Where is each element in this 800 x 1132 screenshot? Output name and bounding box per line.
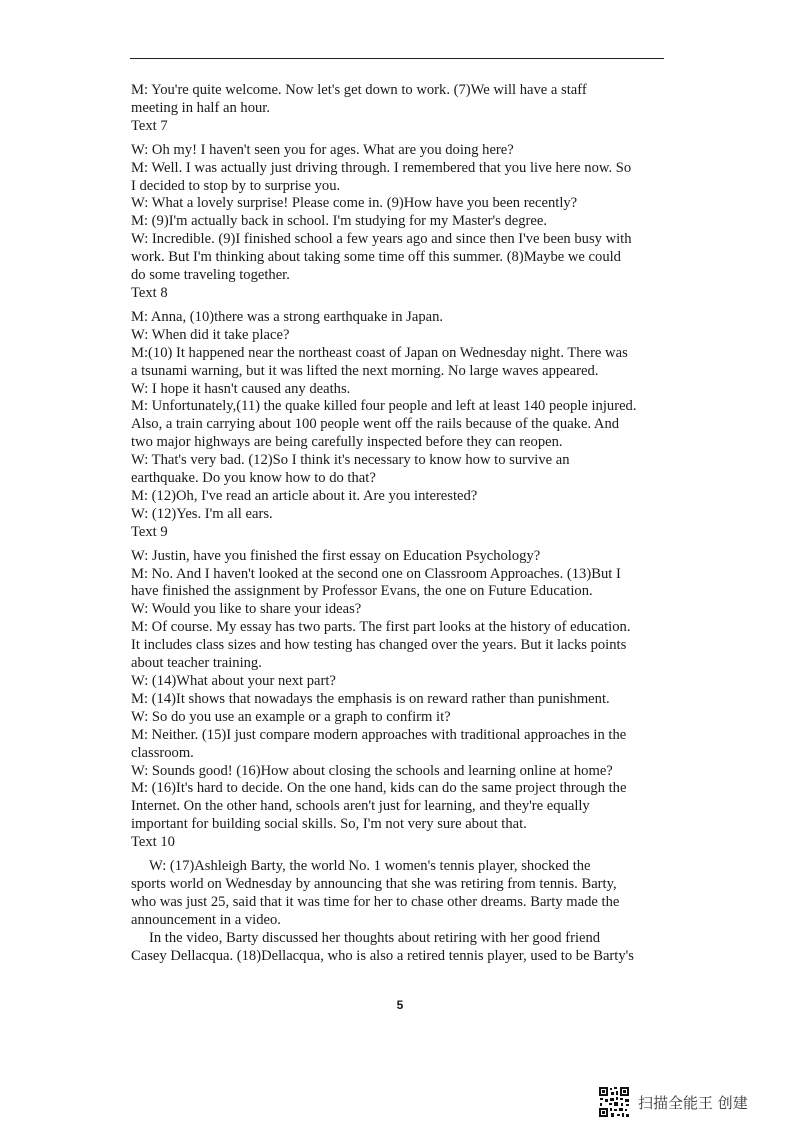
section-heading-text-9: Text 9	[131, 523, 168, 540]
text-line: classroom.	[131, 744, 194, 761]
text-line: work. But I'm thinking about taking some time off this summer. (8)Maybe we could	[131, 249, 621, 266]
text-line: M: (16)It's hard to decide. On the one hand, kids can do the same project through the	[131, 780, 627, 797]
qr-code-icon	[598, 1086, 630, 1118]
scanner-watermark	[598, 1085, 748, 1119]
text-line: W: Sounds good! (16)How about closing the schools and learning online at home?	[131, 762, 613, 779]
text-line: M: Well. I was actually just driving through. I remembered that you live here now. So	[131, 159, 632, 176]
text-line: W: I hope it hasn't caused any deaths.	[131, 380, 351, 397]
text-line: M: (9)I'm actually back in school. I'm studying for my Master's degree.	[131, 213, 548, 230]
section-heading-text-7: Text 7	[131, 117, 168, 134]
text-line: M:(10) It happened near the northeast coast of Japan on Wednesday night. There was	[131, 344, 628, 361]
header-rule	[130, 58, 664, 59]
text-line: Casey Dellacqua. (18)Dellacqua, who is also a retired tennis player, used to be Barty's	[131, 947, 634, 964]
text-line: W: Oh my! I haven't seen you for ages. What are you doing here?	[131, 141, 514, 158]
scanner-label: 扫描全能王 创建	[638, 1093, 748, 1112]
text-line: who was just 25, said that it was time for her to chase other dreams. Barty made the	[131, 893, 620, 910]
text-line: meeting in half an hour.	[131, 99, 271, 116]
text-line: It includes class sizes and how testing has changed over the years. But it lacks points	[131, 637, 627, 654]
page-number: 5	[396, 998, 404, 1012]
text-line: M: You're quite welcome. Now let's get down to work. (7)We will have a staff	[131, 82, 587, 98]
text-line: about teacher training.	[131, 655, 262, 672]
text-line: earthquake. Do you know how to do that?	[131, 470, 376, 487]
text-line: do some traveling together.	[131, 267, 290, 284]
text-line: a tsunami warning, but it was lifted the next morning. No large waves appeared.	[131, 362, 599, 379]
text-line: W: Incredible. (9)I finished school a few years ago and since then I've been busy with	[131, 231, 632, 248]
text-line: have finished the assignment by Professor Evans, the one on Future Education.	[131, 583, 593, 600]
text-line: W: What a lovely surprise! Please come in. (9)How have you been recently?	[131, 195, 578, 212]
text-line: M: Of course. My essay has two parts. The first part looks at the history of education.	[131, 619, 631, 636]
text-line: W: (17)Ashleigh Barty, the world No. 1 women's tennis player, shocked the	[149, 858, 591, 875]
text-line: announcement in a video.	[131, 911, 281, 928]
text-line: M: (12)Oh, I've read an article about it. Are you interested?	[131, 487, 478, 504]
text-line: M: Unfortunately,(11) the quake killed four people and left at least 140 people injured.	[131, 398, 637, 415]
text-line: sports world on Wednesday by announcing that she was retiring from tennis. Barty,	[131, 875, 617, 892]
text-line: two major highways are being carefully inspected before they can reopen.	[131, 434, 563, 451]
text-line: W: Justin, have you finished the first essay on Education Psychology?	[131, 547, 541, 564]
text-line: W: (12)Yes. I'm all ears.	[131, 505, 273, 522]
text-line: M: No. And I haven't looked at the second one on Classroom Approaches. (13)But I	[131, 565, 621, 582]
text-line: W: Would you like to share your ideas?	[131, 601, 362, 618]
text-line: W: That's very bad. (12)So I think it's necessary to know how to survive an	[131, 452, 570, 469]
text-line: M: Neither. (15)I just compare modern approaches with traditional approaches in the	[131, 726, 627, 743]
text-line: important for building social skills. So, I'm not very sure about that.	[131, 816, 527, 833]
section-heading-text-10: Text 10	[131, 834, 175, 851]
text-line: W: (14)What about your next part?	[131, 673, 336, 689]
text-line: Internet. On the other hand, schools aren't just for learning, and they're equally	[131, 798, 590, 815]
text-line: In the video, Barty discussed her thoughts about retiring with her good friend	[149, 929, 601, 946]
text-line: W: When did it take place?	[131, 326, 290, 343]
section-heading-text-8: Text 8	[131, 284, 168, 301]
document-body	[131, 82, 663, 966]
text-line: Also, a train carrying about 100 people went off the rails because of the quake. And	[131, 416, 620, 433]
text-line: M: Anna, (10)there was a strong earthquake in Japan.	[131, 308, 444, 325]
text-line: W: So do you use an example or a graph to confirm it?	[131, 708, 451, 725]
text-line: I decided to stop by to surprise you.	[131, 177, 341, 194]
text-line: M: (14)It shows that nowadays the emphasis is on reward rather than punishment.	[131, 690, 610, 707]
